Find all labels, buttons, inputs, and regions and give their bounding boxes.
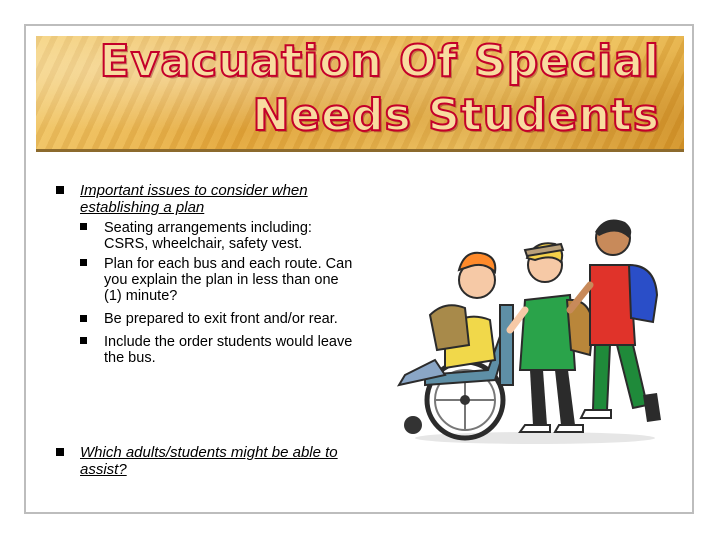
bullet-issues xyxy=(56,182,356,366)
slide-title-line-1: Evacuation Of Special xyxy=(99,36,660,87)
sub-bullet-item xyxy=(80,256,356,304)
sub-bullet-text: Be prepared to exit front and/or rear. xyxy=(104,311,338,327)
title-banner xyxy=(36,36,684,152)
sub-bullet-item xyxy=(80,220,356,252)
students-pushing-wheelchair-icon xyxy=(385,210,670,450)
square-bullet-icon xyxy=(80,315,87,322)
bullet-assist-heading: Which adults/students might be able to assist? xyxy=(80,444,338,478)
sub-bullet-item xyxy=(80,334,356,366)
bullet-assist-block xyxy=(56,444,356,478)
sub-bullet-text: Seating arrangements including: CSRS, wheelchair, safety vest. xyxy=(104,220,312,252)
square-bullet-icon xyxy=(80,223,87,230)
sub-bullet-text: Include the order students would leave the bus. xyxy=(104,334,353,366)
slide-title-line-2: Needs Students xyxy=(252,90,660,141)
sub-bullet-item xyxy=(80,308,356,330)
bullet-content xyxy=(56,182,356,370)
square-bullet-icon xyxy=(56,448,64,456)
bullet-assist xyxy=(56,444,356,478)
square-bullet-icon xyxy=(80,337,87,344)
square-bullet-icon xyxy=(56,186,64,194)
sub-bullet-list xyxy=(80,220,356,366)
square-bullet-icon xyxy=(80,259,87,266)
sub-bullet-text: Plan for each bus and each route. Can you explain the plan in less than one (1) minute? xyxy=(104,256,353,304)
bullet-issues-heading: Important issues to consider when establishing a plan xyxy=(80,182,308,216)
